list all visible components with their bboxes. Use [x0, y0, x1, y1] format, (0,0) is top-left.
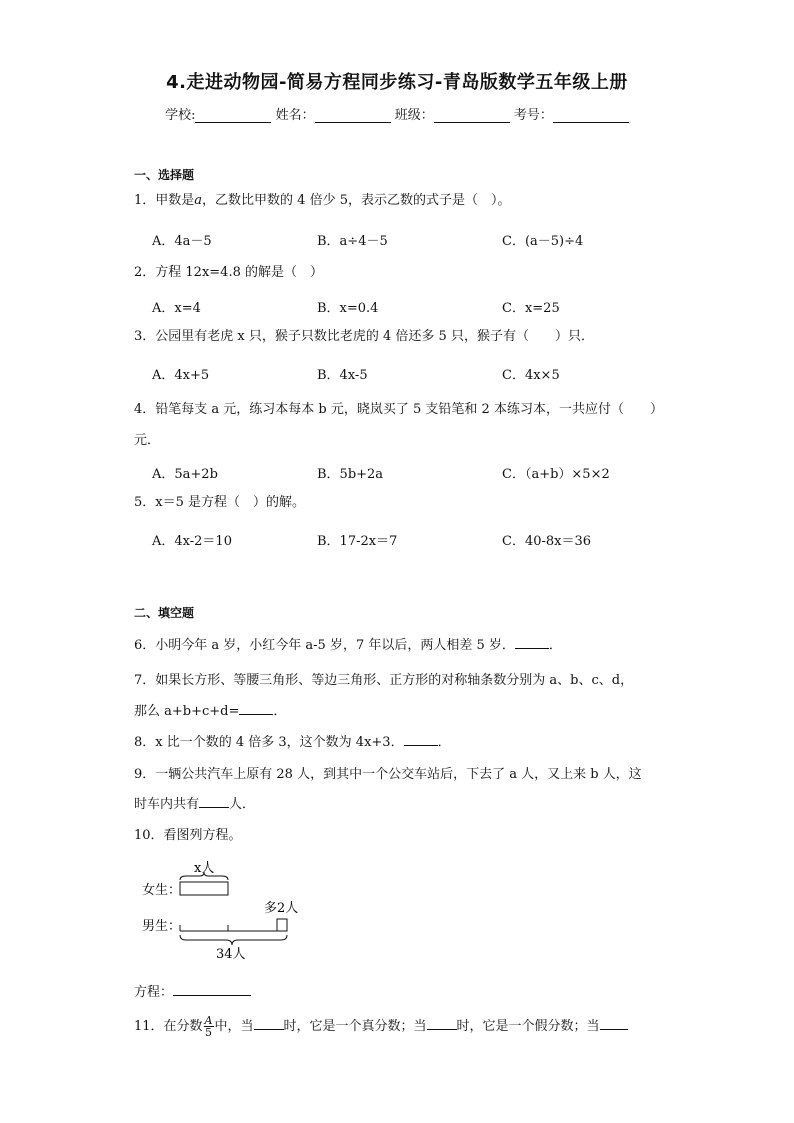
q1-suffix: ，乙数比甲数的 4 倍少 5，表示乙数的式子是（ ）。 [202, 193, 511, 208]
question-1 [134, 186, 664, 216]
q5-option-a[interactable]: A．4x-2＝10 [152, 534, 232, 549]
q4-option-c[interactable]: C．（a+b）×5×2 [502, 467, 610, 482]
question-6 [134, 631, 664, 661]
question-9-line2 [134, 790, 664, 820]
q2-option-c[interactable]: C．x=25 [502, 301, 560, 316]
q4-option-a[interactable]: A．5a+2b [152, 467, 218, 482]
section-heading-choice: 一、选择题 [134, 168, 195, 182]
q8-end: ． [437, 735, 451, 750]
total-brace [180, 935, 287, 945]
extra-two-box [277, 919, 287, 931]
q11-mid1: 中，当 [214, 1019, 254, 1034]
q9-answer-blank[interactable] [199, 796, 229, 808]
question-8 [134, 728, 664, 758]
question-2: 2．方程 12x=4.8 的解是（ ） [134, 265, 323, 280]
q9-end: 人． [229, 797, 256, 812]
section-heading-fill: 二、填空题 [134, 606, 195, 620]
name-label: 姓名： [275, 108, 315, 123]
question-11 [134, 1012, 674, 1042]
q9-text: 时车内共有 [134, 797, 200, 812]
girls-label: 女生： [142, 883, 182, 898]
q6-text: 6．小明今年 a 岁，小红今年 a-5 岁，7 年以后，两人相差 5 岁． [134, 638, 515, 653]
q1-var: a [194, 193, 203, 208]
q2-option-b[interactable]: B．x=0.4 [317, 301, 379, 316]
q11-blank-3[interactable] [600, 1018, 628, 1030]
q4-option-b[interactable]: B．5b+2a [317, 467, 384, 482]
class-label: 班级： [394, 108, 434, 123]
worksheet-title: 4.走进动物园-简易方程同步练习-青岛版数学五年级上册 [166, 72, 628, 93]
q11-blank-2[interactable] [427, 1018, 457, 1030]
total-label: 34人 [216, 947, 246, 962]
q6-answer-blank[interactable] [515, 637, 549, 649]
equation-answer-blank[interactable] [173, 984, 251, 996]
q7-text: 那么 a+b+c+d= [134, 704, 240, 719]
question-4-line2: 元． [134, 433, 161, 448]
q11-frac-numerator: A [204, 1014, 213, 1027]
q1-option-c[interactable]: C．(a－5)÷4 [502, 234, 584, 249]
q10-equation-line [134, 978, 664, 1008]
q6-end: ． [548, 638, 562, 653]
boys-label: 男生： [142, 919, 182, 934]
q3-option-b[interactable]: B．4x-5 [317, 368, 368, 383]
exam-no-label: 考号： [513, 108, 553, 123]
exam-no-blank[interactable] [553, 108, 629, 123]
q8-answer-blank[interactable] [404, 734, 438, 746]
student-info-line [0, 104, 794, 123]
q11-frac-denominator: 5 [205, 1026, 213, 1039]
question-7-line2 [134, 697, 664, 727]
q3-option-a[interactable]: A．4x+5 [152, 368, 210, 383]
q10-line-diagram [134, 856, 334, 966]
q1-option-b[interactable]: B．a÷4－5 [317, 234, 388, 249]
q11-blank-1[interactable] [254, 1018, 284, 1030]
school-label: 学校: [165, 108, 196, 123]
question-10: 10．看图列方程。 [134, 828, 242, 843]
q11-fraction [204, 1015, 214, 1038]
q5-option-c[interactable]: C．40-8x＝36 [502, 534, 592, 549]
q8-text: 8．x 比一个数的 4 倍多 3，这个数为 4x+3． [134, 735, 404, 750]
equation-label: 方程： [134, 985, 174, 1000]
girls-bar [180, 882, 228, 895]
q1-option-a[interactable]: A．4a－5 [152, 234, 212, 249]
q11-prefix: 11．在分数 [134, 1019, 203, 1034]
question-4-line1: 4．铅笔每支 a 元，练习本每本 b 元，晓岚买了 5 支铅笔和 2 本练习本，一共应付（ ） [134, 402, 663, 417]
q7-answer-blank[interactable] [239, 703, 273, 715]
name-blank[interactable] [315, 108, 391, 123]
q11-mid3: 时，它是一个假分数；当 [456, 1019, 600, 1034]
x-people-label: x人 [194, 861, 215, 876]
q5-option-b[interactable]: B．17-2x＝7 [317, 534, 398, 549]
question-5: 5．x＝5 是方程（ ）的解。 [134, 495, 306, 510]
q7-end: ． [273, 704, 287, 719]
class-blank[interactable] [434, 108, 510, 123]
q2-option-a[interactable]: A．x=4 [152, 301, 201, 316]
question-3: 3．公园里有老虎 x 只，猴子只数比老虎的 4 倍还多 5 只，猴子有（ ）只． [134, 329, 594, 344]
q1-prefix: 1．甲数是 [134, 193, 195, 208]
q3-option-c[interactable]: C．4x×5 [502, 368, 560, 383]
school-blank[interactable] [195, 108, 271, 123]
q11-mid2: 时，它是一个真分数；当 [283, 1019, 427, 1034]
question-7-line1: 7．如果长方形、等腰三角形、等边三角形、正方形的对称轴条数分别为 a、b、c、d， [134, 673, 634, 688]
question-9-line1: 9．一辆公共汽车上原有 28 人，到其中一个公交车站后，下去了 a 人，又上来 b 人，这 [134, 767, 642, 782]
extra-two-label: 多2人 [264, 901, 299, 916]
